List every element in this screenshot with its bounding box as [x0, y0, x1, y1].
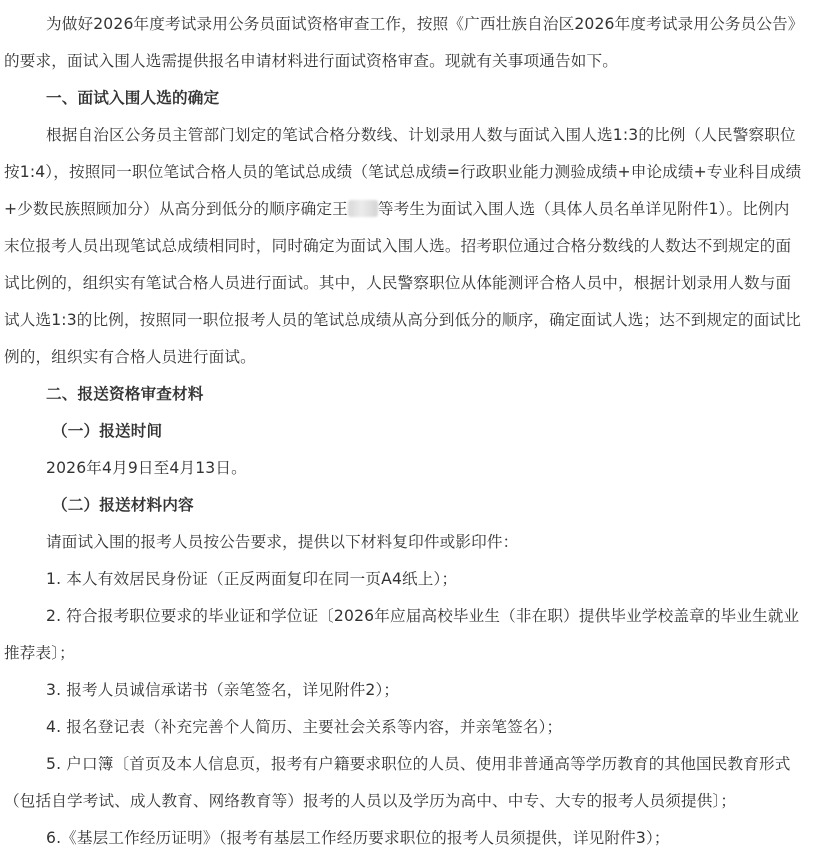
intro-paragraph: 为做好2026年度考试录用公务员面试资格审查工作，按照《广西壮族自治区2026年度考试录用公务员公告》的要求，面试入围人选需提供报名申请材料进行面试资格审查。现就有关事项通告如下。: [4, 15, 804, 70]
list-item: 1. 本人有效居民身份证（正反两面复印在同一页A4纸上）；: [46, 570, 458, 588]
sub1-paragraph: 2026年4月9日至4月13日。: [46, 459, 247, 477]
section1-text-a: 根据自治区公务员主管部门划定的笔试合格分数线、计划录用人数与面试入围人选1:3的比例（人民警察职位按1:4），按照同一职位笔试合格人员的笔试总成绩（笔试总成绩=行政职业能力测验成绩+申论成绩+专业科目成绩+少数民族照顾加分）从高分到低分的顺序确定王: [4, 126, 802, 218]
redacted-name: [348, 200, 378, 217]
sub2-heading: （二）报送材料内容: [52, 496, 194, 514]
section1-paragraph: [4, 117, 804, 376]
sub2-intro: 请面试入围的报考人员按公告要求，提供以下材料复印件或影印件：: [46, 533, 519, 551]
list-item: 4. 报名登记表（补充完善个人简历、主要社会关系等内容，并亲笔签名）；: [46, 718, 563, 736]
section1-heading: 一、面试入围人选的确定: [46, 89, 220, 107]
section1-text-b: 等考生为面试入围人选（具体人员名单详见附件1）。比例内末位报考人员出现笔试总成绩相同时，同时确定为面试入围人选。招考职位通过合格分数线的人数达不到规定的面试比例的，组织实有笔试合格人员进行面试。其中，人民警察职位从体能测评合格人员中，根据计划录用人数与面试人选1:3的比例，按照同一职位报考人员的笔试总成绩从高分到低分的顺序，确定面试人选；达不到规定的面试比例的，组织实有合格人员进行面试。: [4, 200, 801, 366]
document-body: [4, 6, 804, 857]
section2-heading: 二、报送资格审查材料: [46, 385, 204, 403]
list-item: 5. 户口簿〔首页及本人信息页，报考有户籍要求职位的人员、使用非普通高等学历教育的其他国民教育形式（包括自学考试、成人教育、网络教育等）报考的人员以及学历为高中、中专、大专的报考人员须提供〕；: [4, 755, 791, 810]
list-item: 6.《基层工作经历证明》（报考有基层工作经历要求职位的报考人员须提供，详见附件3）；: [46, 829, 670, 847]
sub1-heading: （一）报送时间: [52, 422, 163, 440]
list-item: 2. 符合报考职位要求的毕业证和学位证〔2026年应届高校毕业生（非在职）提供毕业学校盖章的毕业生就业推荐表〕；: [4, 607, 800, 662]
list-item: 3. 报考人员诚信承诺书（亲笔签名，详见附件2）；: [46, 681, 400, 699]
